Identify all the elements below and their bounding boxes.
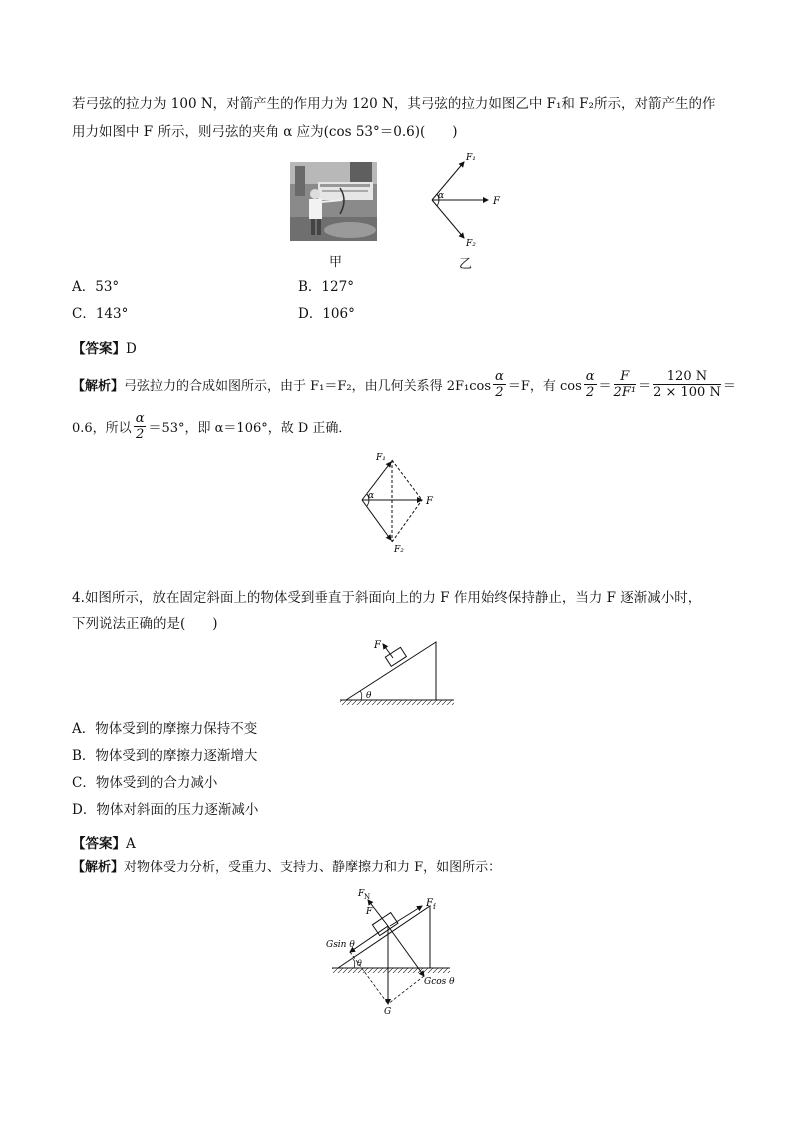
parallelogram-diagram <box>350 448 440 558</box>
label-gsin: Gsin θ <box>326 940 355 950</box>
q3-stem-line1: 若弓弦的拉力为 100 N，对箭产生的作用力为 120 N，其弓弦的拉力如图乙中 F₁和 F₂所示，对箭产生的作 <box>72 96 716 112</box>
label-f2: F₂ <box>394 545 404 555</box>
label-alpha: α <box>438 191 445 201</box>
q4-analysis <box>72 858 501 878</box>
label-fn-sub: N <box>364 893 371 901</box>
free-body-diagram <box>322 884 472 1018</box>
fraction-alpha-over-2: $\frac{\alpha}{2}$ <box>495 368 504 400</box>
label-f1: F₁ <box>376 453 386 463</box>
q3-option-d: D．106° <box>298 306 355 322</box>
q4-option-c: C．物体受到的合力减小 <box>72 775 218 791</box>
analysis-text-4: ＝53°，即 α＝106°，故 D 正确． <box>148 420 352 436</box>
archer-photo <box>290 162 377 241</box>
label-f1: F₁ <box>466 153 476 163</box>
answer-tag: 【答案】 <box>72 341 126 357</box>
label-f: F <box>493 196 500 207</box>
q4-option-b: B．物体受到的摩擦力逐渐增大 <box>72 748 258 764</box>
q4-stem-line2: 下列说法正确的是( ) <box>72 616 218 632</box>
analysis-tag: 【解析】 <box>72 860 125 875</box>
q4-option-a: A．物体受到的摩擦力保持不变 <box>72 721 258 737</box>
q4-stem-line1: 4.如图所示，放在固定斜面上的物体受到垂直于斜面向上的力 F 作用始终保持静止，当力 F 逐渐减小时， <box>72 590 702 606</box>
analysis-text-1: 弓弦拉力的合成如图所示，由于 F₁＝F₂，由几何关系得 2F₁cos <box>124 378 492 394</box>
q4-answer <box>72 834 136 854</box>
analysis-text-3: 0.6，所以 <box>72 420 132 436</box>
label-theta: θ <box>357 959 362 968</box>
force-diagram-yi <box>420 148 510 248</box>
label-theta: θ <box>366 691 372 701</box>
label-gcos: Gcos θ <box>424 977 455 987</box>
q3-option-c: C．143° <box>72 306 129 322</box>
label-f: F <box>366 907 373 917</box>
label-f2: F₂ <box>466 239 476 248</box>
fraction-alpha-over-2: $\frac{\alpha}{2}$ <box>585 368 595 400</box>
q3-analysis-line2 <box>72 406 351 446</box>
figure-yi-label: 乙 <box>459 257 473 272</box>
fraction-alpha-over-2: $\frac{\alpha}{2}$ <box>135 410 145 442</box>
label-ff-sub: f <box>433 903 436 911</box>
q3-option-a: A．53° <box>72 279 120 295</box>
label-f: F <box>374 640 381 651</box>
answer-value: A <box>126 836 136 852</box>
q3-analysis-line1: 【解析】 弓弦拉力的合成如图所示，由于 F₁＝F₂，由几何关系得 2F₁cos $\frac{\alpha}{2}$ ＝F，有 cos $\frac{\alpha}{2}$ ＝ $\frac{F}{\text{2F¹}}$ ＝ $\frac{120 N}{2 \times 100 N}$ ＝ <box>72 368 736 400</box>
q3-stem-line2: 用力如图中 F 所示，则弓弦的夹角 α 应为(cos 53°＝0.6)( ) <box>72 124 458 140</box>
q3-answer <box>72 339 137 359</box>
answer-tag: 【答案】 <box>72 836 126 852</box>
label-f: F <box>426 496 433 507</box>
fraction-f-over-2f1: $\frac{F}{\text{2F¹}}$ <box>613 368 637 400</box>
q4-option-d: D．物体对斜面的压力逐渐减小 <box>72 802 259 818</box>
q3-option-b: B．127° <box>298 279 354 295</box>
fraction-120-over-200: $\frac{120 N}{2 \times 100 N}$ <box>653 368 721 400</box>
label-alpha: α <box>368 491 375 501</box>
analysis-text: 对物体受力分析，受重力、支持力、静摩擦力和力 F，如图所示： <box>124 860 502 875</box>
answer-value: D <box>126 341 137 357</box>
incline-diagram <box>336 636 456 712</box>
analysis-text-2: ＝F，有 cos <box>507 378 582 394</box>
label-ff: F <box>426 898 433 909</box>
label-g: G <box>384 1007 392 1017</box>
figure-jia-label: 甲 <box>329 255 343 270</box>
label-fn: F <box>358 889 365 899</box>
analysis-tag: 【解析】 <box>72 378 125 394</box>
